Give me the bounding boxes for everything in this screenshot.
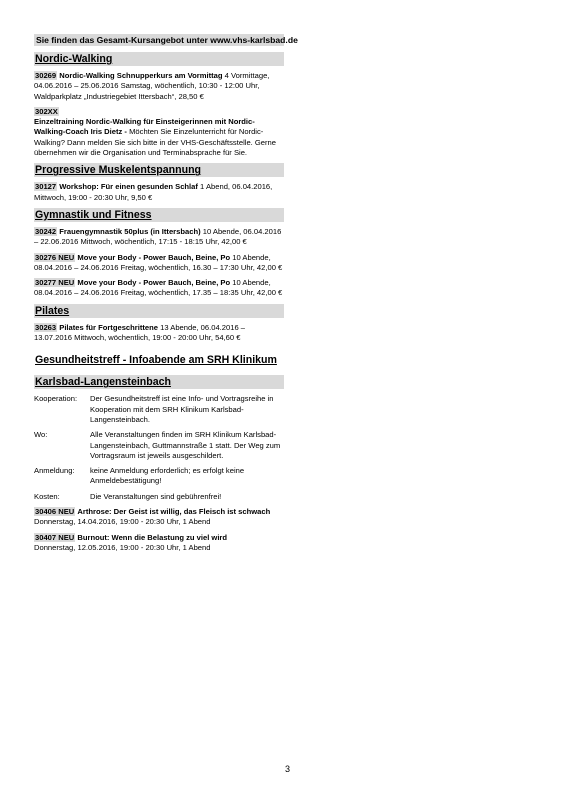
info-label: Kooperation: (34, 394, 78, 404)
course-code: 30406 NEU (35, 507, 75, 517)
info-label: Wo: (34, 430, 48, 440)
course-code: 30269 (35, 71, 57, 80)
course-code: 30277 NEU (35, 278, 75, 288)
section-heading-nordic-walking: Nordic-Walking (34, 52, 284, 66)
page-number: 3 (285, 764, 291, 774)
course-details: 1 Abend, 06.04.2016, Mittwoch, 19:00 - 20:30 Uhr, 9,50 € (34, 182, 273, 202)
info-value: Die Veranstaltungen sind gebührenfrei! (90, 491, 222, 501)
info-label: Anmeldung: (34, 466, 75, 476)
info-row-wo (34, 430, 284, 461)
course-details: Donnerstag, 14.04.2016, 19:00 - 20:30 Uhr, 1 Abend (34, 517, 211, 527)
course-details: 10 Abende, 06.04.2016 – 22.06.2016 Mittwoch, wöchentlich, 17:15 - 18:15 Uhr, 42,00 € (34, 226, 282, 247)
course-title: Burnout: Wenn die Belastung zu viel wird (77, 532, 228, 542)
course-entry (34, 182, 284, 203)
course-title: Frauengymnastik 50plus (in Ittersbach) (59, 226, 201, 236)
course-entry (34, 253, 284, 274)
section-heading-gesundheitstreff: Gesundheitstreff - Infoabende am SRH Klinikum (35, 354, 277, 367)
course-code: 302XX (35, 106, 58, 116)
info-row-anmeldung (34, 466, 284, 487)
info-row-kooperation (34, 394, 284, 425)
course-details: 10 Abende, 08.04.2016 – 24.06.2016 Freitag, wöchentlich, 16.30 – 17:30 Uhr, 42,00 € (34, 252, 283, 272)
course-title: Move your Body - Power Bauch, Beine, Po (77, 252, 231, 262)
course-entry (34, 71, 284, 102)
course-title: Einzeltraining Nordic-Walking für Einsteigerinnen mit Nordic-Walking-Coach Iris Dietz - (34, 117, 255, 137)
course-code: 30263 (35, 322, 57, 332)
course-code: 30127 (35, 182, 57, 192)
info-label: Kosten: (34, 491, 60, 501)
course-details: Donnerstag, 12.05.2016, 19:00 - 20:30 Uhr, 1 Abend (34, 542, 211, 552)
course-code: 30276 NEU (35, 252, 75, 262)
website-banner: Sie finden das Gesamt-Kursangebot unter www.vhs-karlsbad.de (36, 35, 298, 45)
section-heading-muskelentspannung: Progressive Muskelentspannung (34, 163, 284, 177)
page-content (34, 34, 298, 558)
course-details: 4 Vormittage, 04.06.2016 – 25.06.2016 Samstag, wöchentlich, 10:30 - 12:00 Uhr, Waldparkplatz „Industriegebiet Ittersbach“, 28,50 € (34, 71, 270, 101)
course-entry (34, 278, 284, 299)
section-subheading-karlsbad: Karlsbad-Langensteinbach (34, 375, 284, 389)
section-heading-pilates: Pilates (34, 304, 284, 318)
course-details: Möchten Sie Einzelunterricht für Nordic-Walking? Dann melden Sie sich bitte in der VHS-Geschäftsstelle. Gerne übernehmen wir die Organisation und Terminabsprache für Sie. (34, 127, 276, 158)
course-title: Move your Body - Power Bauch, Beine, Po (77, 278, 231, 288)
course-code: 30407 NEU (35, 532, 75, 542)
course-entry (34, 107, 284, 158)
course-entry (34, 507, 284, 528)
course-entry (34, 533, 284, 554)
course-title: Nordic-Walking Schnupperkurs am Vormittag (59, 71, 223, 80)
course-code: 30242 (35, 226, 57, 236)
course-entry (34, 323, 284, 344)
info-value: Alle Veranstaltungen finden im SRH Klinikum Karlsbad-Langensteinbach, Guttmannstraße 1 statt. Der Weg zum Vortragsraum ist jeweils ausgeschildert. (90, 430, 281, 460)
course-entry (34, 227, 284, 248)
info-value: Der Gesundheitstreff ist eine Info- und Vortragsreihe in Kooperation mit dem SRH Klinikum Karlsbad-Langensteinbach. (90, 394, 274, 424)
course-title: Arthrose: Der Geist ist willig, das Fleisch ist schwach (77, 507, 271, 517)
course-details: 13 Abende, 06.04.2016 – 13.07.2016 Mittwoch, wöchentlich, 19:00 - 20:00 Uhr, 54,60 € (34, 322, 246, 343)
course-title: Workshop: Für einen gesunden Schlaf (59, 182, 198, 192)
info-value: keine Anmeldung erforderlich; es erfolgt keine Anmeldebestätigung! (90, 466, 245, 486)
section-heading-gymnastik: Gymnastik und Fitness (34, 208, 284, 222)
info-row-kosten (34, 492, 284, 502)
course-title: Pilates für Fortgeschrittene (59, 322, 158, 332)
course-details: 10 Abende, 08.04.2016 – 24.06.2016 Freitag, wöchentlich, 17.35 – 18:35 Uhr, 42,00 € (34, 278, 283, 298)
